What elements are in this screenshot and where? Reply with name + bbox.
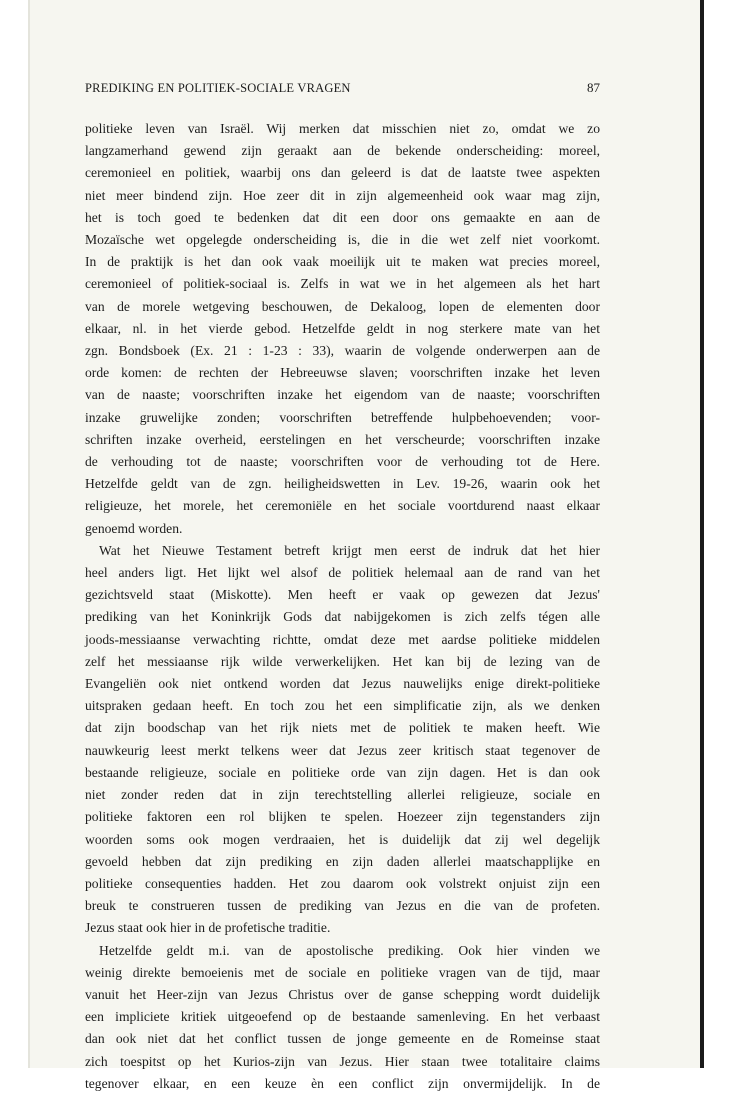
text-line: Hetzelfde geldt van de zgn. heiligheidswetten in Lev. 19-26, waarin ook het: [85, 476, 600, 492]
text-line: dan ook niet dat het conflict tussen de jonge gemeente en de Romeinse staat: [85, 1031, 600, 1047]
text-line: prediking van het Koninkrijk Gods dat nabijgekomen is zich zelfs tégen alle: [85, 609, 600, 625]
text-line: inzake gruwelijke zonden; voorschriften betreffende hulpbehoevenden; voor-: [85, 409, 600, 425]
text-line: nauwkeurig leest merkt telkens weer dat Jezus zeer kritisch staat tegenover de: [85, 742, 600, 758]
text-line: een impliciete kritiek uitgeoefend op de bestaande samenleving. En het verbaast: [85, 1009, 600, 1025]
text-line: de verhouding tot de naaste; voorschriften voor de verhouding tot de Here.: [85, 454, 600, 470]
text-line: politieke faktoren een rol blijken te spelen. Hoezeer zijn tegenstanders zijn: [85, 809, 600, 825]
text-line: tegenover elkaar, en een keuze èn een conflict zijn onvermijdelijk. In de: [85, 1075, 600, 1091]
text-line: orde komen: de rechten der Hebreeuwse slaven; voorschriften inzake het leven: [85, 365, 600, 381]
text-line: van de morele wetgeving beschouwen, de Dekaloog, lopen de elementen door: [85, 298, 600, 314]
text-line: woorden soms ook mogen verdraaien, het is duidelijk dat zij wel degelijk: [85, 831, 600, 847]
text-line: bestaande religieuze, sociale en politieke orde van zijn dagen. Het is dan ook: [85, 764, 600, 780]
text-line: heel anders ligt. Het lijkt wel alsof de politiek helemaal aan de rand van het: [85, 565, 600, 581]
text-line: dat zijn boodschap van het rijk niets met de politiek te maken heeft. Wie: [85, 720, 600, 736]
text-line: genoemd worden.: [85, 520, 183, 536]
text-line: zelf het messiaanse rijk wilde verwerkelijken. Het kan bij de lezing van de: [85, 653, 600, 669]
text-line: het is toch goed te bedenken dat dit een door ons gemaakte en aan de: [85, 209, 600, 225]
text-line: Wat het Nieuwe Testament betreft krijgt men eerst de indruk dat het hier: [99, 542, 600, 558]
text-line: van de naaste; voorschriften inzake het eigendom van de naaste; voorschriften: [85, 387, 600, 403]
text-line: niet zonder reden dat in zijn terechtstelling allerlei religieuze, sociale en: [85, 787, 600, 803]
text-line: niet meer bindend zijn. Hoe zeer dit in zijn algemeenheid ook waar mag zijn,: [85, 187, 600, 203]
text-line: gevoeld hebben dat zijn prediking en zijn daden allerlei maatschapplijke en: [85, 853, 600, 869]
text-line: ceremonieel of politiek-sociaal is. Zelfs in wat we in het algemeen als het hart: [85, 276, 600, 292]
body-text: [85, 118, 600, 1095]
page-number: 87: [587, 80, 600, 95]
text-line: langzamerhand gewend zijn geraakt aan de bekende onderscheiding: moreel,: [85, 143, 600, 159]
page-header: [85, 80, 600, 100]
page-spine-edge: [700, 0, 704, 1068]
text-line: joods-messiaanse verwachting richtte, omdat deze met aardse politieke middelen: [85, 631, 600, 647]
text-line: schriften inzake overheid, eerstelingen en het verscheurde; voorschriften inzake: [85, 431, 600, 447]
text-line: weinig direkte bemoeienis met de sociale en politieke vragen van de tijd, maar: [85, 964, 600, 980]
text-line: gezichtsveld staat (Miskotte). Men heeft er vaak op gewezen dat Jezus': [85, 587, 600, 603]
text-line: zich toespitst op het Kurios-zijn van Jezus. Hier staan twee totalitaire claims: [85, 1053, 600, 1069]
page-left-edge: [28, 0, 30, 1068]
text-line: Hetzelfde geldt m.i. van de apostolische prediking. Ook hier vinden we: [99, 942, 600, 958]
text-line: Mozaïsche wet opgelegde onderscheiding is, die in die wet zelf niet voorkomt.: [85, 232, 600, 248]
text-line: In de praktijk is het dan ook vaak moeilijk uit te maken wat precies moreel,: [85, 254, 600, 270]
running-title: PREDIKING EN POLITIEK-SOCIALE VRAGEN: [85, 81, 351, 95]
text-line: zgn. Bondsboek (Ex. 21 : 1-23 : 33), waarin de volgende onderwerpen aan de: [85, 343, 600, 359]
text-line: vanuit het Heer-zijn van Jezus Christus over de ganse schepping wordt duidelijk: [85, 986, 600, 1002]
text-line: politieke leven van Israël. Wij merken dat misschien niet zo, omdat we zo: [85, 121, 600, 136]
text-line: uitspraken gedaan heeft. En toch zou het een simplificatie zijn, als we denken: [85, 698, 600, 714]
text-line: Evangeliën ook niet ontkend worden dat Jezus nauwelijks enige direkt-politieke: [85, 676, 600, 692]
text-line: ceremonieel en politiek, waarbij ons dan geleerd is dat de laatste twee aspekten: [85, 165, 600, 181]
text-line: politieke consequenties hadden. Het zou daarom ook volstrekt onjuist zijn een: [85, 875, 600, 891]
text-line: elkaar, nl. in het vierde gebod. Hetzelfde geldt in nog sterkere mate van het: [85, 320, 600, 336]
text-line: religieuze, het morele, het ceremoniële en het sociale voortdurend naast elkaar: [85, 498, 600, 514]
text-line: Jezus staat ook hier in de profetische traditie.: [85, 920, 331, 936]
text-line: breuk te construeren tussen de prediking van Jezus en die van de profeten.: [85, 898, 600, 914]
